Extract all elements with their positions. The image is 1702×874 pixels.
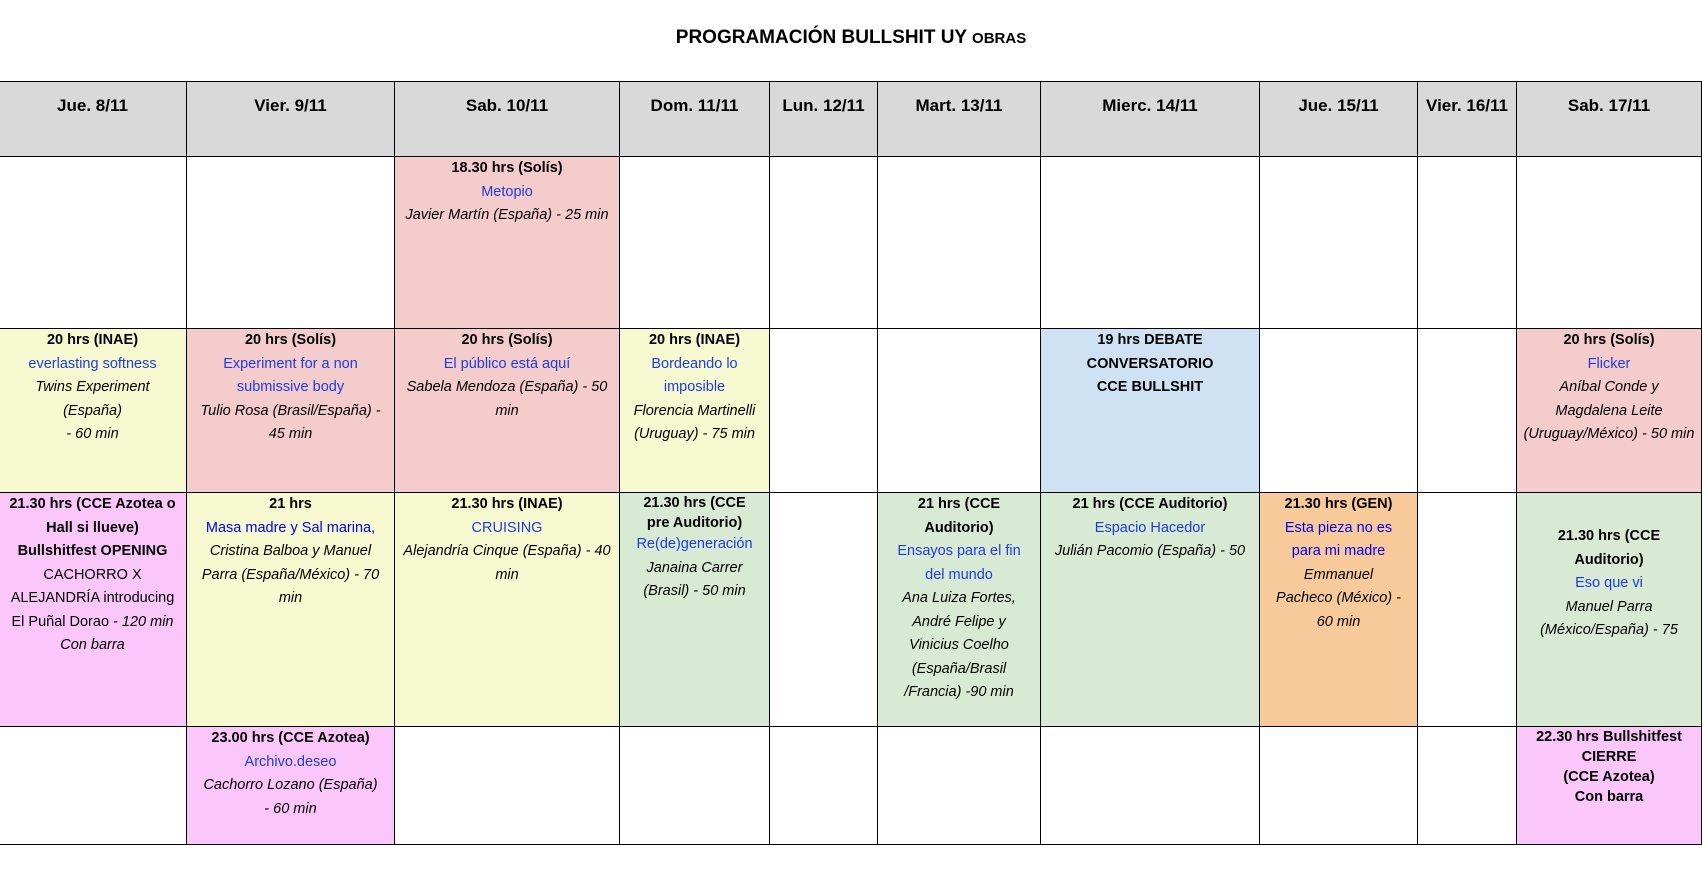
event-work: Eso que vi <box>1575 575 1643 591</box>
empty-cell <box>620 157 770 329</box>
event-duration: - 120 min <box>113 613 174 630</box>
event-line: Bullshitfest OPENING <box>17 543 168 559</box>
event-work: Re(de)generación <box>636 536 753 552</box>
event-artist: Janaina Carrer (Brasil) - 50 min <box>643 559 746 599</box>
empty-cell <box>1041 157 1260 329</box>
empty-cell <box>0 157 187 329</box>
empty-cell <box>1517 157 1702 329</box>
empty-cell <box>770 157 878 329</box>
event-work: Archivo.deseo <box>244 753 337 770</box>
event-cell <box>395 329 620 493</box>
event-artist: Tulio Rosa (Brasil/España) - 45 min <box>200 402 381 442</box>
event-time: 20 hrs (INAE) <box>648 332 741 348</box>
event-artist: Ana Luiza Fortes, André Felipe y Vinicius Coelho (España/Brasil /Francia) -90 min <box>902 590 1016 700</box>
event-work: CRUISING <box>471 519 543 536</box>
schedule-row <box>0 727 1702 845</box>
event-work: Bordeando lo imposible <box>651 355 738 395</box>
event-time: 21.30 hrs (CCE Auditorio) <box>1557 528 1661 568</box>
event-work: El público está aquí <box>443 355 571 372</box>
event-time: 20 hrs (INAE) <box>46 332 139 348</box>
empty-cell <box>0 727 187 845</box>
schedule-row <box>0 329 1702 493</box>
event-time: 18.30 hrs (Solís) <box>451 160 563 176</box>
event-cell <box>395 157 620 329</box>
event-duration: - 60 min <box>66 426 119 442</box>
title-main: PROGRAMACIÓN BULLSHIT UY <box>675 27 967 48</box>
event-cell <box>878 493 1041 727</box>
event-line: El Puñal Dorao <box>11 613 110 630</box>
event-work: everlasting softness <box>28 355 157 372</box>
event-artist: Florencia Martinelli (Uruguay) - 75 min <box>633 402 756 442</box>
day-header: Vier. 16/11 <box>1418 82 1517 157</box>
empty-cell <box>1260 329 1418 493</box>
event-time: 23.00 hrs (CCE Azotea) <box>211 730 370 746</box>
event-artist: Manuel Parra (México/España) - 75 <box>1540 598 1678 638</box>
event-time: 21 hrs (CCE Auditorio) <box>917 496 1001 536</box>
title-small: OBRAS <box>972 30 1027 47</box>
day-header: Sab. 10/11 <box>395 82 620 157</box>
schedule-row <box>0 157 1702 329</box>
event-line: Con barra <box>1574 789 1644 805</box>
event-cell <box>1260 493 1418 727</box>
event-artist: Javier Martín (España) - 25 min <box>405 207 609 223</box>
empty-cell <box>1418 727 1517 845</box>
event-time: 21.30 hrs (INAE) <box>451 496 563 512</box>
event-work: Experiment for a non submissive body <box>223 355 358 395</box>
event-artist: Twins Experiment (España) <box>35 379 150 419</box>
event-time: 20 hrs (Solís) <box>244 332 337 348</box>
event-time: 21.30 hrs (CCE Azotea o Hall si llueve) <box>9 496 176 536</box>
event-line: CACHORRO X ALEJANDRÍA introducing <box>10 566 175 606</box>
event-cell <box>1041 493 1260 727</box>
empty-cell <box>770 329 878 493</box>
event-time: 21 hrs (CCE Auditorio) <box>1072 496 1228 512</box>
event-work: Masa madre y Sal marina, <box>205 519 376 536</box>
event-line: (CCE Azotea) <box>1563 769 1655 785</box>
page-title <box>0 24 1702 53</box>
event-work: Esta pieza no es para mi madre <box>1284 519 1393 559</box>
event-artist: Aníbal Conde y Magdalena Leite (Uruguay/México) - 50 min <box>1523 379 1695 442</box>
day-header: Jue. 15/11 <box>1260 82 1418 157</box>
event-cell <box>187 493 395 727</box>
day-header: Vier. 9/11 <box>187 82 395 157</box>
event-work: Ensayos para el fin del mundo <box>897 543 1021 583</box>
event-artist: Cristina Balboa y Manuel Parra (España/México) - 70 min <box>201 543 380 606</box>
day-header: Dom. 11/11 <box>620 82 770 157</box>
event-time: 21.30 hrs (GEN) <box>1284 496 1393 512</box>
empty-cell <box>878 157 1041 329</box>
empty-cell <box>1418 329 1517 493</box>
empty-cell <box>187 157 395 329</box>
day-header: Lun. 12/11 <box>770 82 878 157</box>
header-row <box>0 82 1702 157</box>
empty-cell <box>878 727 1041 845</box>
event-cell <box>1041 329 1260 493</box>
event-time: 20 hrs (Solís) <box>1563 332 1655 348</box>
event-cell <box>620 329 770 493</box>
empty-cell <box>620 727 770 845</box>
event-cell <box>620 493 770 727</box>
event-artist: Sabela Mendoza (España) - 50 min <box>406 379 608 419</box>
empty-cell <box>395 727 620 845</box>
empty-cell <box>1260 727 1418 845</box>
day-header: Mierc. 14/11 <box>1041 82 1260 157</box>
event-work: Espacio Hacedor <box>1094 519 1206 536</box>
event-work: Metopio <box>481 183 533 200</box>
empty-cell <box>1418 493 1517 727</box>
event-cell <box>0 329 187 493</box>
schedule-row <box>0 493 1702 727</box>
empty-cell <box>1418 157 1517 329</box>
event-line: 22.30 hrs Bullshitfest CIERRE <box>1536 729 1682 765</box>
event-time: 21 hrs <box>269 496 312 512</box>
event-artist: Julián Pacomio (España) - 50 <box>1054 543 1246 559</box>
day-header: Sab. 17/11 <box>1517 82 1702 157</box>
day-header: Jue. 8/11 <box>0 82 187 157</box>
event-work: Flicker <box>1587 355 1631 372</box>
empty-cell <box>770 493 878 727</box>
event-artist: Alejandría Cinque (España) - 40 min <box>403 543 611 583</box>
event-cell <box>0 493 187 727</box>
empty-cell <box>1041 727 1260 845</box>
event-cell <box>1517 727 1702 845</box>
event-cell <box>187 329 395 493</box>
empty-cell <box>770 727 878 845</box>
event-extra: Con barra <box>60 637 125 653</box>
schedule-table <box>0 81 1702 845</box>
event-cell <box>187 727 395 845</box>
event-cell <box>1517 329 1702 493</box>
event-time: 19 hrs DEBATE CONVERSATORIO CCE BULLSHIT <box>1086 332 1214 395</box>
empty-cell <box>878 329 1041 493</box>
event-cell <box>395 493 620 727</box>
event-artist: Emmanuel Pacheco (México) - 60 min <box>1276 566 1401 630</box>
event-time: 21.30 hrs (CCE pre Auditorio) <box>643 495 746 531</box>
event-cell <box>1517 493 1702 727</box>
event-artist: Cachorro Lozano (España) - 60 min <box>203 777 378 817</box>
empty-cell <box>1260 157 1418 329</box>
day-header: Mart. 13/11 <box>878 82 1041 157</box>
event-time: 20 hrs (Solís) <box>461 332 553 348</box>
